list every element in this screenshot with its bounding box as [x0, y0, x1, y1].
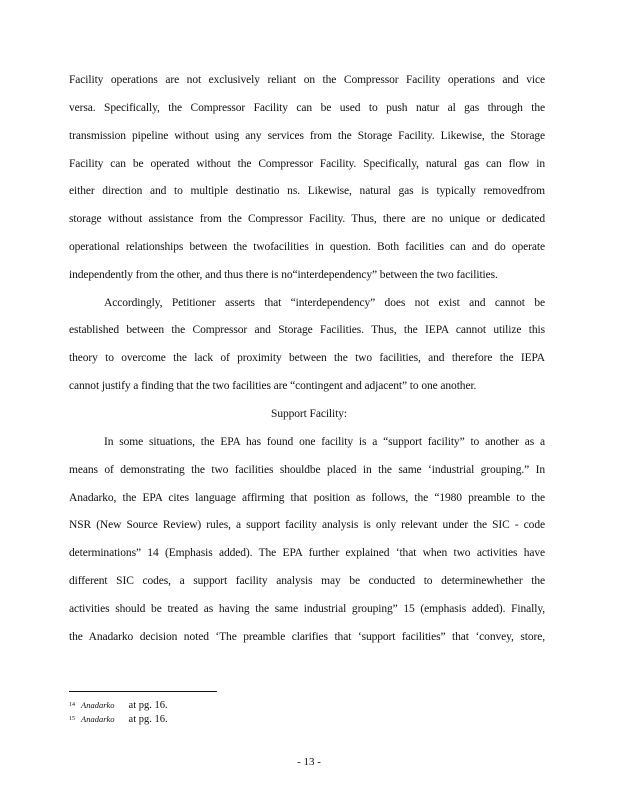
- body-line: Anadarko, the EPA cites language affirming that position as follows, the “1980 preamble to the: [69, 492, 545, 504]
- body-line: cannot justify a finding that the two facilities are “contingent and adjacent” to one another.: [69, 380, 477, 392]
- footnote-citation: Anadarko: [81, 714, 115, 724]
- footnote-text: at pg. 16.: [128, 700, 168, 711]
- footnote-text: at pg. 16.: [128, 714, 168, 725]
- body-line: Accordingly, Petitioner asserts that “interdependency” does not exist and cannot be: [104, 297, 545, 309]
- page-number: - 13 -: [297, 756, 321, 768]
- body-line: Facility can be operated without the Compressor Facility. Specifically, natural gas can flow in: [69, 158, 545, 170]
- section-heading: Support Facility:: [271, 408, 347, 420]
- body-line: different SIC codes, a support facility analysis may be conducted to determinewhether the: [69, 575, 545, 587]
- footnote: [69, 713, 168, 726]
- body-line: means of demonstrating the two facilities shouldbe placed in the same ‘industrial grouping.” In: [69, 464, 545, 476]
- body-line: storage without assistance from the Compressor Facility. Thus, there are no unique or dedicated: [69, 213, 545, 225]
- body-line: either direction and to multiple destinatio ns. Likewise, natural gas is typically removedfrom: [69, 185, 545, 197]
- body-line: In some situations, the EPA has found one facility is a “support facility” to another as a: [104, 436, 545, 448]
- footnote-number: 14: [69, 702, 75, 708]
- footnote-number: 15: [69, 716, 75, 722]
- body-line: NSR (New Source Review) rules, a support facility analysis is only relevant under the SIC - code: [69, 519, 545, 531]
- footnote-citation: Anadarko: [81, 700, 115, 710]
- body-line: established between the Compressor and Storage Facilities. Thus, the IEPA cannot utilize this: [69, 324, 545, 336]
- body-line: activities should be treated as having the same industrial grouping” 15 (emphasis added). Finally,: [69, 603, 545, 615]
- body-line: theory to overcome the lack of proximity between the two facilities, and therefore the IEPA: [69, 352, 545, 364]
- body-line: determinations” 14 (Emphasis added). The EPA further explained ‘that when two activities have: [69, 547, 545, 559]
- body-line: transmission pipeline without using any services from the Storage Facility. Likewise, the Storage: [69, 130, 545, 142]
- footnote: [69, 699, 168, 712]
- body-line: independently from the other, and thus there is no“interdependency” between the two facilities.: [69, 269, 498, 281]
- body-line: versa. Specifically, the Compressor Facility can be used to push natur al gas through the: [69, 102, 545, 114]
- footnote-separator: [69, 691, 217, 692]
- body-line: the Anadarko decision noted ‘The preamble clarifies that ‘support facilities” that ‘convey, store,: [69, 631, 545, 643]
- body-line: operational relationships between the twofacilities in question. Both facilities can and do operate: [69, 241, 545, 253]
- body-line: Facility operations are not exclusively reliant on the Compressor Facility operations and vice: [69, 74, 545, 86]
